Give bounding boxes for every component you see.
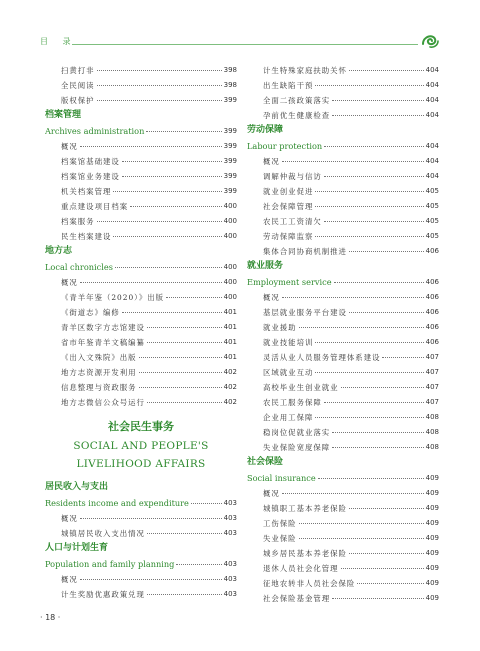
entry-title: 就业技能培训: [263, 338, 314, 347]
entry-title: 社会保险基金管理: [263, 594, 331, 603]
entry-page-number: 399: [223, 187, 237, 195]
entry-title: Local chronicles: [45, 262, 113, 272]
entry-page-number: 402: [223, 368, 237, 376]
section-heading[interactable]: 人口与计划生育: [45, 543, 109, 553]
toc-entry[interactable]: [247, 410, 439, 425]
entry-title: Archives administration: [45, 126, 145, 136]
leader-dots: [332, 432, 423, 433]
leader-dots: [357, 583, 423, 584]
toc-entry[interactable]: [45, 184, 237, 199]
entry-page-number: 409: [425, 519, 439, 527]
leader-dots: [122, 176, 222, 177]
entry-title: 调解仲裁与信访: [263, 172, 322, 181]
leader-dots: [147, 594, 222, 595]
leader-dots: [113, 191, 221, 192]
leader-dots: [97, 100, 222, 101]
toc-entry[interactable]: [247, 108, 439, 123]
leader-dots: [324, 146, 423, 147]
entry-page-number: 407: [425, 398, 439, 406]
toc-english-heading[interactable]: [45, 495, 237, 511]
entry-title: 档案馆业务建设: [61, 172, 120, 181]
entry-page-number: 401: [223, 308, 237, 316]
entry-page-number: 402: [223, 398, 237, 406]
toc-entry[interactable]: [247, 320, 439, 335]
entry-page-number: 406: [425, 308, 439, 316]
entry-title: 社会保障管理: [263, 202, 314, 211]
entry-title: 信息整理与资政服务: [61, 383, 137, 392]
leader-dots: [282, 161, 424, 162]
toc-entry[interactable]: [45, 587, 237, 602]
toc-english-heading[interactable]: [247, 138, 439, 154]
toc-entry[interactable]: [45, 63, 237, 78]
entry-title: 就业创业促进: [263, 187, 314, 196]
entry-page-number: 409: [425, 489, 439, 497]
entry-page-number: 408: [425, 413, 439, 421]
entry-page-number: 404: [425, 96, 439, 104]
entry-title: 计生特殊家庭扶助关怀: [263, 66, 347, 75]
leader-dots: [324, 402, 424, 403]
toc-entry[interactable]: [45, 572, 237, 587]
part-title-chinese: 社会民生事务: [108, 420, 174, 433]
entry-title: 农民工服务保障: [263, 398, 322, 407]
leader-dots: [349, 70, 424, 71]
entry-page-number: 404: [425, 81, 439, 89]
leader-dots: [349, 251, 424, 252]
toc-entry[interactable]: [247, 154, 439, 169]
entry-title: 《青羊年鉴（2020）》出版: [61, 293, 165, 302]
entry-title: 版权保护: [61, 96, 95, 105]
toc-english-heading[interactable]: [45, 259, 237, 275]
leader-dots: [349, 553, 424, 554]
leader-dots: [341, 387, 424, 388]
toc-entry[interactable]: [247, 546, 439, 561]
entry-title: 基层就业服务平台建设: [263, 308, 347, 317]
toc-entry[interactable]: [247, 395, 439, 410]
toc-english-heading[interactable]: [247, 274, 439, 290]
entry-title: 全面二孩政策落实: [263, 96, 331, 105]
header-label: 目 录: [40, 37, 77, 46]
entry-page-number: 406: [425, 323, 439, 331]
spacer: [45, 473, 237, 480]
entry-title: Population and family planning: [45, 559, 175, 569]
entry-title: 失业保险宽度保障: [263, 443, 331, 452]
part-title-english-line1: SOCIAL AND PEOPLE'S: [73, 440, 209, 452]
entry-title: 企业用工保障: [263, 413, 314, 422]
leader-dots: [315, 206, 423, 207]
leader-dots: [166, 297, 222, 298]
entry-page-number: 403: [223, 529, 237, 537]
toc-entry[interactable]: [45, 199, 237, 214]
toc-entry[interactable]: [247, 199, 439, 214]
entry-title: 全民阅读: [61, 81, 95, 90]
toc-column-left: [45, 63, 237, 602]
section-heading[interactable]: 就业服务: [247, 261, 284, 271]
toc-english-heading[interactable]: [247, 470, 439, 486]
leader-dots: [315, 85, 423, 86]
leader-dots: [97, 70, 222, 71]
entry-title: 退休人员社会化管理: [263, 564, 339, 573]
toc-entry[interactable]: [45, 380, 237, 395]
leader-dots: [122, 161, 222, 162]
toc-entry[interactable]: [247, 305, 439, 320]
entry-page-number: 399: [223, 127, 237, 135]
entry-title: 档案馆基础建设: [61, 157, 120, 166]
entry-page-number: 405: [425, 217, 439, 225]
entry-title: 征地农转非人员社会保险: [263, 579, 356, 588]
entry-title: 民生档案建设: [61, 232, 112, 241]
entry-page-number: 403: [223, 590, 237, 598]
spacer: [45, 410, 237, 417]
entry-title: 就业援助: [263, 323, 297, 332]
entry-page-number: 400: [223, 278, 237, 286]
toc-entry[interactable]: [45, 290, 237, 305]
entry-page-number: 403: [223, 560, 237, 568]
entry-page-number: 398: [223, 66, 237, 74]
leader-dots: [97, 221, 222, 222]
entry-title: 概况: [263, 293, 280, 302]
entry-page-number: 406: [425, 278, 439, 286]
leader-dots: [332, 598, 423, 599]
toc-entry[interactable]: [247, 93, 439, 108]
leader-dots: [147, 342, 222, 343]
toc-entry[interactable]: [247, 78, 439, 93]
entry-page-number: 404: [425, 66, 439, 74]
entry-title: 《街道志》编修: [61, 308, 120, 317]
section-heading[interactable]: 居民收入与支出: [45, 482, 109, 492]
toc-english-heading[interactable]: [45, 556, 237, 572]
toc-entry[interactable]: [247, 591, 439, 606]
entry-title: 劳动保障监察: [263, 232, 314, 241]
leader-dots: [176, 564, 221, 565]
toc-entry[interactable]: [45, 320, 237, 335]
leader-dots: [80, 518, 222, 519]
entry-page-number: 401: [223, 338, 237, 346]
entry-page-number: 403: [223, 575, 237, 583]
leader-dots: [324, 176, 424, 177]
leader-dots: [115, 267, 222, 268]
entry-page-number: 409: [425, 549, 439, 557]
leader-dots: [122, 312, 222, 313]
entry-title: 稳岗位促就业落实: [263, 428, 331, 437]
entry-title: 灵活从业人员服务管理体系建设: [263, 353, 381, 362]
leader-dots: [332, 115, 423, 116]
entry-title: Labour protection: [247, 141, 323, 151]
leader-dots: [315, 417, 423, 418]
toc-entry[interactable]: [247, 516, 439, 531]
entry-title: 地方志资源开发利用: [61, 368, 137, 377]
entry-page-number: 405: [425, 202, 439, 210]
entry-page-number: 399: [223, 172, 237, 180]
leader-dots: [139, 387, 222, 388]
entry-title: Residents income and expenditure: [45, 498, 189, 508]
toc-entry[interactable]: [247, 486, 439, 501]
toc-entry[interactable]: [45, 214, 237, 229]
entry-title: 概况: [61, 575, 78, 584]
leader-dots: [299, 327, 424, 328]
entry-title: 概况: [263, 489, 280, 498]
leader-dots: [315, 191, 423, 192]
leader-dots: [139, 372, 222, 373]
entry-title: 机关档案管理: [61, 187, 112, 196]
leader-dots: [299, 523, 424, 524]
toc-entry[interactable]: [247, 440, 439, 455]
toc-entry[interactable]: [247, 229, 439, 244]
entry-page-number: 409: [425, 534, 439, 542]
entry-page-number: 406: [425, 293, 439, 301]
leader-dots: [80, 146, 222, 147]
toc-english-heading[interactable]: [45, 123, 237, 139]
toc-entry[interactable]: [45, 335, 237, 350]
leader-dots: [80, 579, 222, 580]
entry-title: 城镇职工基本养老保险: [263, 504, 347, 513]
entry-page-number: 400: [223, 202, 237, 210]
leader-dots: [147, 533, 222, 534]
entry-page-number: 401: [223, 323, 237, 331]
entry-page-number: 407: [425, 368, 439, 376]
toc-entry[interactable]: [45, 229, 237, 244]
entry-page-number: 399: [223, 157, 237, 165]
entry-title: 重点建设项目档案: [61, 202, 129, 211]
entry-page-number: 404: [425, 157, 439, 165]
leader-dots: [139, 357, 222, 358]
entry-title: 工伤保险: [263, 519, 297, 528]
toc-entry[interactable]: [45, 169, 237, 184]
toc-entry[interactable]: [45, 139, 237, 154]
entry-page-number: 399: [223, 142, 237, 150]
toc-entry[interactable]: [247, 425, 439, 440]
entry-page-number: 405: [425, 187, 439, 195]
toc-entry[interactable]: [247, 350, 439, 365]
leader-dots: [318, 478, 424, 479]
leader-dots: [332, 100, 423, 101]
toc-entry[interactable]: [247, 335, 439, 350]
leader-dots: [349, 312, 424, 313]
leader-dots: [349, 508, 424, 509]
entry-page-number: 398: [223, 81, 237, 89]
toc-entry[interactable]: [247, 63, 439, 78]
leader-dots: [332, 447, 423, 448]
toc-entry[interactable]: [247, 561, 439, 576]
toc-entry[interactable]: [45, 526, 237, 541]
entry-page-number: 400: [223, 263, 237, 271]
leader-dots: [80, 282, 222, 283]
entry-page-number: 406: [425, 247, 439, 255]
entry-title: 出生缺陷干预: [263, 81, 314, 90]
leader-dots: [191, 503, 222, 504]
entry-title: 高校毕业生创业就业: [263, 383, 339, 392]
entry-page-number: 404: [425, 172, 439, 180]
entry-title: 失业保险: [263, 534, 297, 543]
leader-dots: [315, 236, 423, 237]
entry-page-number: 408: [425, 428, 439, 436]
toc-entry[interactable]: [247, 214, 439, 229]
leader-dots: [147, 327, 222, 328]
entry-title: 孕前优生健康检查: [263, 111, 331, 120]
toc-entry[interactable]: [247, 576, 439, 591]
toc-entry[interactable]: [45, 275, 237, 290]
entry-page-number: 403: [223, 499, 237, 507]
section-heading[interactable]: 劳动保障: [247, 125, 284, 135]
toc-entry[interactable]: [247, 169, 439, 184]
entry-title: 城镇居民收入支出情况: [61, 529, 145, 538]
entry-title: 农民工工资清欠: [263, 217, 322, 226]
entry-page-number: 405: [425, 232, 439, 240]
entry-page-number: 409: [425, 579, 439, 587]
leader-dots: [315, 342, 423, 343]
entry-page-number: 407: [425, 353, 439, 361]
entry-title: 省市年鉴青羊文稿编纂: [61, 338, 145, 347]
entry-title: 概况: [61, 514, 78, 523]
leader-dots: [324, 221, 424, 222]
toc-entry[interactable]: [247, 531, 439, 546]
entry-page-number: 401: [223, 353, 237, 361]
section-heading[interactable]: 地方志: [45, 246, 73, 256]
leader-dots: [299, 538, 424, 539]
entry-title: 集体合同协商机制推进: [263, 247, 347, 256]
entry-title: 青羊区数字方志馆建设: [61, 323, 145, 332]
entry-page-number: 402: [223, 383, 237, 391]
entry-page-number: 409: [425, 594, 439, 602]
toc-entry[interactable]: [247, 290, 439, 305]
entry-page-number: 400: [223, 217, 237, 225]
leader-dots: [282, 493, 424, 494]
leader-dots: [282, 297, 424, 298]
entry-title: 地方志微信公众号运行: [61, 398, 145, 407]
toc-entry[interactable]: [247, 184, 439, 199]
entry-page-number: 403: [223, 514, 237, 522]
entry-page-number: 408: [425, 443, 439, 451]
toc-entry[interactable]: [247, 380, 439, 395]
entry-page-number: 399: [223, 96, 237, 104]
toc-entry[interactable]: [45, 154, 237, 169]
toc-entry[interactable]: [45, 395, 237, 410]
leader-dots: [97, 85, 222, 86]
swirl-logo-icon: [420, 32, 440, 50]
toc-column-right: [247, 63, 439, 606]
toc-entry[interactable]: [45, 365, 237, 380]
part-title: [45, 417, 237, 473]
toc-entry[interactable]: [45, 93, 237, 108]
running-header: [40, 36, 440, 52]
entry-title: 概况: [61, 142, 78, 151]
entry-page-number: 409: [425, 564, 439, 572]
section-heading[interactable]: 档案管理: [45, 110, 82, 120]
entry-page-number: 409: [425, 474, 439, 482]
entry-title: 概况: [61, 278, 78, 287]
entry-page-number: 404: [425, 111, 439, 119]
leader-dots: [147, 402, 222, 403]
section-heading[interactable]: 社会保险: [247, 457, 284, 467]
toc-entry[interactable]: [45, 511, 237, 526]
leader-dots: [341, 568, 424, 569]
leader-dots: [382, 357, 423, 358]
leader-dots: [334, 282, 424, 283]
leader-dots: [315, 372, 423, 373]
toc-entry[interactable]: [45, 350, 237, 365]
page-number: · 18 ·: [40, 613, 61, 622]
entry-title: Social insurance: [247, 473, 316, 483]
entry-page-number: 404: [425, 142, 439, 150]
entry-page-number: 400: [223, 293, 237, 301]
entry-title: 城乡居民基本养老保险: [263, 549, 347, 558]
entry-title: 《出入文殊院》出版: [61, 353, 137, 362]
leader-dots: [113, 236, 221, 237]
entry-page-number: 406: [425, 338, 439, 346]
toc-entry[interactable]: [247, 501, 439, 516]
leader-dots: [146, 131, 221, 132]
entry-title: 区域就业互动: [263, 368, 314, 377]
entry-page-number: 400: [223, 232, 237, 240]
toc-entry[interactable]: [247, 365, 439, 380]
entry-title: 概况: [263, 157, 280, 166]
entry-title: 档案服务: [61, 217, 95, 226]
entry-title: 计生奖励优惠政策兑现: [61, 590, 145, 599]
toc-entry[interactable]: [45, 78, 237, 93]
part-title-english-line2: LIVELIHOOD AFFAIRS: [76, 458, 206, 470]
toc-entry[interactable]: [247, 244, 439, 259]
entry-title: Employment service: [247, 277, 332, 287]
entry-page-number: 409: [425, 504, 439, 512]
toc-entry[interactable]: [45, 305, 237, 320]
entry-title: 扫黄打非: [61, 66, 95, 75]
leader-dots: [130, 206, 221, 207]
entry-page-number: 407: [425, 383, 439, 391]
header-rule: [72, 44, 418, 45]
